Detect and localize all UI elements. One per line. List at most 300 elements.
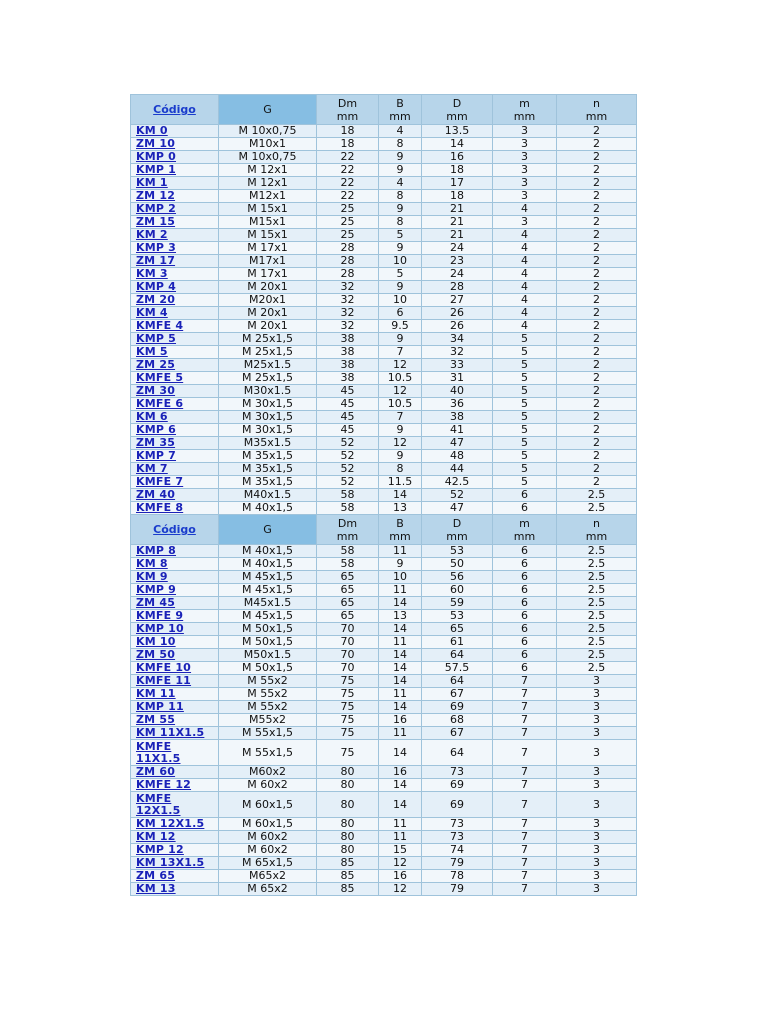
table-row	[131, 779, 637, 792]
table-row	[131, 411, 637, 424]
cell-d: 14	[422, 138, 493, 151]
cell-d: 17	[422, 177, 493, 190]
cell-code	[131, 649, 219, 662]
cell-dm: 52	[317, 437, 379, 450]
product-code-link[interactable]: KMFE 6	[136, 397, 184, 410]
cell-code	[131, 714, 219, 727]
cell-b: 9	[379, 203, 422, 216]
product-code-link[interactable]: KM 8	[136, 557, 168, 570]
cell-code	[131, 558, 219, 571]
cell-thread-g: M 25x1,5	[219, 333, 317, 346]
cell-code	[131, 844, 219, 857]
header-n-unit: mm	[585, 529, 608, 543]
product-code-link[interactable]: ZM 25	[136, 358, 176, 371]
cell-b: 9	[379, 151, 422, 164]
product-code-link[interactable]: ZM 12	[136, 189, 176, 202]
header-d	[422, 95, 493, 125]
cell-b: 12	[379, 437, 422, 450]
table-row	[131, 623, 637, 636]
header-b	[379, 515, 422, 545]
product-code-link[interactable]: ZM 55	[136, 713, 176, 726]
cell-m: 7	[493, 779, 557, 792]
header-b-symbol: B	[396, 96, 404, 110]
cell-thread-g: M 60x2	[219, 779, 317, 792]
cell-n: 2.5	[557, 662, 637, 675]
cell-dm: 65	[317, 584, 379, 597]
header-n-symbol: n	[593, 96, 600, 110]
cell-thread-g: M30x1.5	[219, 385, 317, 398]
cell-b: 14	[379, 489, 422, 502]
cell-n: 2	[557, 177, 637, 190]
cell-n: 3	[557, 688, 637, 701]
cell-code	[131, 463, 219, 476]
cell-n: 2	[557, 463, 637, 476]
cell-m: 6	[493, 584, 557, 597]
cell-dm: 45	[317, 411, 379, 424]
cell-b: 5	[379, 268, 422, 281]
cell-code	[131, 125, 219, 138]
table-row	[131, 571, 637, 584]
cell-n: 2	[557, 294, 637, 307]
header-n	[557, 515, 637, 545]
cell-m: 3	[493, 151, 557, 164]
cell-dm: 80	[317, 792, 379, 818]
table-row	[131, 675, 637, 688]
cell-code	[131, 294, 219, 307]
cell-n: 2.5	[557, 545, 637, 558]
product-code-link[interactable]: KM 13	[136, 882, 176, 895]
cell-d: 64	[422, 649, 493, 662]
cell-b: 11	[379, 727, 422, 740]
cell-b: 12	[379, 359, 422, 372]
table-row	[131, 831, 637, 844]
cell-b: 14	[379, 597, 422, 610]
cell-b: 9	[379, 242, 422, 255]
cell-dm: 25	[317, 203, 379, 216]
header-d	[422, 515, 493, 545]
cell-dm: 65	[317, 610, 379, 623]
product-code-link[interactable]: KM 12	[136, 830, 176, 843]
product-code-link[interactable]: KMFE 7	[136, 475, 184, 488]
cell-dm: 45	[317, 424, 379, 437]
cell-code	[131, 489, 219, 502]
cell-thread-g: M 20x1	[219, 307, 317, 320]
cell-b: 4	[379, 125, 422, 138]
cell-code	[131, 242, 219, 255]
cell-dm: 75	[317, 688, 379, 701]
cell-code	[131, 411, 219, 424]
cell-n: 2	[557, 268, 637, 281]
cell-b: 8	[379, 463, 422, 476]
cell-n: 2.5	[557, 636, 637, 649]
cell-dm: 80	[317, 818, 379, 831]
header-dm	[317, 95, 379, 125]
header-n-symbol: n	[593, 516, 600, 530]
cell-code	[131, 190, 219, 203]
product-code-link[interactable]: KM 4	[136, 306, 168, 319]
cell-dm: 38	[317, 372, 379, 385]
cell-dm: 85	[317, 870, 379, 883]
cell-b: 16	[379, 766, 422, 779]
cell-m: 3	[493, 177, 557, 190]
cell-m: 7	[493, 740, 557, 766]
cell-d: 26	[422, 320, 493, 333]
cell-m: 4	[493, 242, 557, 255]
cell-n: 2	[557, 242, 637, 255]
cell-code	[131, 164, 219, 177]
cell-thread-g: M 40x1,5	[219, 502, 317, 515]
cell-n: 3	[557, 792, 637, 818]
cell-n: 3	[557, 701, 637, 714]
cell-m: 3	[493, 164, 557, 177]
cell-code	[131, 320, 219, 333]
cell-d: 79	[422, 857, 493, 870]
cell-m: 5	[493, 333, 557, 346]
cell-thread-g: M 45x1,5	[219, 571, 317, 584]
product-code-link[interactable]: KMFE 4	[136, 319, 184, 332]
product-code-link[interactable]: KMFE 11	[136, 674, 192, 687]
cell-n: 2	[557, 216, 637, 229]
cell-d: 69	[422, 779, 493, 792]
cell-dm: 22	[317, 190, 379, 203]
product-code-link[interactable]: KM 0	[136, 124, 168, 137]
cell-thread-g: M 12x1	[219, 164, 317, 177]
cell-thread-g: M50x1.5	[219, 649, 317, 662]
cell-code	[131, 675, 219, 688]
cell-thread-g: M 60x2	[219, 831, 317, 844]
cell-b: 11.5	[379, 476, 422, 489]
cell-n: 2	[557, 164, 637, 177]
product-code-link[interactable]: KM 13X1.5	[136, 856, 205, 869]
cell-m: 5	[493, 463, 557, 476]
cell-m: 7	[493, 792, 557, 818]
product-code-link[interactable]: KMP 9	[136, 583, 177, 596]
cell-code	[131, 610, 219, 623]
table-row	[131, 558, 637, 571]
cell-dm: 75	[317, 701, 379, 714]
cell-d: 67	[422, 688, 493, 701]
cell-d: 42.5	[422, 476, 493, 489]
cell-n: 2	[557, 385, 637, 398]
cell-thread-g: M 30x1,5	[219, 424, 317, 437]
cell-code	[131, 359, 219, 372]
cell-d: 18	[422, 190, 493, 203]
cell-n: 2	[557, 346, 637, 359]
table-row	[131, 294, 637, 307]
cell-dm: 32	[317, 320, 379, 333]
cell-code	[131, 268, 219, 281]
cell-d: 69	[422, 701, 493, 714]
table-row	[131, 818, 637, 831]
cell-thread-g: M 17x1	[219, 242, 317, 255]
product-code-link[interactable]: ZM 65	[136, 869, 176, 882]
cell-code	[131, 346, 219, 359]
product-code-link[interactable]: KMP 12	[136, 843, 184, 856]
cell-d: 57.5	[422, 662, 493, 675]
cell-d: 21	[422, 203, 493, 216]
product-code-link[interactable]: KMP 3	[136, 241, 177, 254]
product-code-link[interactable]: KM 5	[136, 345, 168, 358]
cell-code	[131, 584, 219, 597]
cell-b: 14	[379, 740, 422, 766]
product-code-link[interactable]: KM 6	[136, 410, 168, 423]
product-code-link[interactable]: KM 9	[136, 570, 168, 583]
cell-dm: 80	[317, 766, 379, 779]
cell-dm: 65	[317, 597, 379, 610]
product-code-link[interactable]: KMP 5	[136, 332, 177, 345]
cell-b: 9.5	[379, 320, 422, 333]
table-row	[131, 398, 637, 411]
product-code-link[interactable]: KMP 8	[136, 544, 177, 557]
header-m-symbol: m	[519, 516, 530, 530]
header-m	[493, 515, 557, 545]
cell-dm: 32	[317, 294, 379, 307]
cell-b: 14	[379, 623, 422, 636]
product-code-link[interactable]: KMFE 12	[136, 778, 192, 791]
cell-b: 15	[379, 844, 422, 857]
table-row	[131, 424, 637, 437]
product-code-link[interactable]: KMFE 8	[136, 501, 184, 514]
cell-b: 9	[379, 281, 422, 294]
product-code-link[interactable]: KMP 0	[136, 150, 177, 163]
cell-d: 24	[422, 268, 493, 281]
cell-code	[131, 177, 219, 190]
cell-m: 7	[493, 688, 557, 701]
cell-dm: 45	[317, 398, 379, 411]
cell-n: 3	[557, 714, 637, 727]
cell-d: 23	[422, 255, 493, 268]
cell-n: 2	[557, 424, 637, 437]
cell-d: 65	[422, 623, 493, 636]
cell-dm: 75	[317, 675, 379, 688]
cell-b: 11	[379, 584, 422, 597]
table-row	[131, 125, 637, 138]
cell-b: 10.5	[379, 372, 422, 385]
cell-d: 73	[422, 818, 493, 831]
cell-code	[131, 870, 219, 883]
table-row	[131, 727, 637, 740]
table-row	[131, 688, 637, 701]
cell-m: 6	[493, 662, 557, 675]
product-code-link[interactable]: KM 3	[136, 267, 168, 280]
product-code-link[interactable]: ZM 10	[136, 137, 176, 150]
cell-thread-g: M55x2	[219, 714, 317, 727]
product-code-link[interactable]: ZM 17	[136, 254, 176, 267]
cell-thread-g: M 35x1,5	[219, 463, 317, 476]
cell-m: 7	[493, 870, 557, 883]
cell-m: 6	[493, 610, 557, 623]
product-code-link[interactable]: KMP 1	[136, 163, 177, 176]
cell-code	[131, 597, 219, 610]
cell-m: 7	[493, 844, 557, 857]
product-code-link[interactable]: KMP 6	[136, 423, 177, 436]
product-code-link[interactable]: ZM 45	[136, 596, 176, 609]
cell-thread-g: M 65x1,5	[219, 857, 317, 870]
cell-n: 2	[557, 281, 637, 294]
cell-thread-g: M15x1	[219, 216, 317, 229]
header-g: G	[219, 95, 317, 125]
product-code-link[interactable]: KM 2	[136, 228, 168, 241]
product-code-link[interactable]: KMP 4	[136, 280, 177, 293]
table-row	[131, 138, 637, 151]
cell-n: 2	[557, 476, 637, 489]
cell-d: 73	[422, 831, 493, 844]
product-code-link[interactable]: KM 11	[136, 687, 176, 700]
header-n-unit: mm	[585, 109, 608, 123]
product-code-link[interactable]: KMP 2	[136, 202, 177, 215]
cell-code	[131, 437, 219, 450]
cell-n: 2	[557, 203, 637, 216]
header-dm-unit: mm	[336, 109, 359, 123]
cell-b: 12	[379, 857, 422, 870]
cell-d: 13.5	[422, 125, 493, 138]
cell-code	[131, 662, 219, 675]
product-code-link[interactable]: KMFE 5	[136, 371, 184, 384]
cell-dm: 52	[317, 463, 379, 476]
product-code-link[interactable]: KMFE 11X1.5	[136, 739, 181, 765]
cell-thread-g: M 30x1,5	[219, 411, 317, 424]
table-row	[131, 307, 637, 320]
cell-code	[131, 831, 219, 844]
cell-dm: 75	[317, 740, 379, 766]
table-row	[131, 437, 637, 450]
table-row	[131, 844, 637, 857]
spec-table-container	[130, 94, 636, 896]
table-row	[131, 346, 637, 359]
cell-m: 5	[493, 411, 557, 424]
cell-dm: 22	[317, 151, 379, 164]
cell-code	[131, 545, 219, 558]
table-row	[131, 883, 637, 896]
table-row	[131, 610, 637, 623]
cell-thread-g: M 55x2	[219, 688, 317, 701]
product-code-link[interactable]: ZM 30	[136, 384, 176, 397]
cell-thread-g: M25x1.5	[219, 359, 317, 372]
cell-dm: 80	[317, 779, 379, 792]
cell-code	[131, 883, 219, 896]
product-code-link[interactable]: ZM 15	[136, 215, 176, 228]
cell-d: 67	[422, 727, 493, 740]
cell-n: 2	[557, 125, 637, 138]
cell-code	[131, 372, 219, 385]
cell-code	[131, 502, 219, 515]
cell-m: 4	[493, 307, 557, 320]
cell-n: 2	[557, 398, 637, 411]
cell-thread-g: M40x1.5	[219, 489, 317, 502]
header-code[interactable]: Código	[131, 95, 219, 125]
cell-thread-g: M65x2	[219, 870, 317, 883]
cell-thread-g: M 60x2	[219, 844, 317, 857]
table-row	[131, 489, 637, 502]
cell-n: 3	[557, 831, 637, 844]
cell-code	[131, 701, 219, 714]
product-code-link[interactable]: KM 12X1.5	[136, 817, 205, 830]
product-code-link[interactable]: KMP 10	[136, 622, 184, 635]
cell-d: 64	[422, 675, 493, 688]
cell-m: 7	[493, 831, 557, 844]
product-code-link[interactable]: KMP 11	[136, 700, 184, 713]
header-m-unit: mm	[513, 529, 536, 543]
header-dm-unit: mm	[336, 529, 359, 543]
cell-n: 2.5	[557, 649, 637, 662]
cell-d: 73	[422, 766, 493, 779]
product-code-link[interactable]: ZM 20	[136, 293, 176, 306]
cell-b: 11	[379, 688, 422, 701]
cell-n: 2.5	[557, 489, 637, 502]
product-code-link[interactable]: KM 10	[136, 635, 176, 648]
product-code-link[interactable]: KM 1	[136, 176, 168, 189]
header-code[interactable]: Código	[131, 515, 219, 545]
table-row	[131, 584, 637, 597]
cell-dm: 18	[317, 125, 379, 138]
cell-m: 5	[493, 385, 557, 398]
cell-dm: 58	[317, 558, 379, 571]
cell-b: 10	[379, 294, 422, 307]
cell-thread-g: M20x1	[219, 294, 317, 307]
product-code-link[interactable]: ZM 35	[136, 436, 176, 449]
product-code-link[interactable]: KMFE 9	[136, 609, 184, 622]
product-code-link[interactable]: KMFE 12X1.5	[136, 791, 181, 817]
cell-n: 2	[557, 359, 637, 372]
cell-b: 9	[379, 424, 422, 437]
cell-b: 9	[379, 164, 422, 177]
cell-thread-g: M35x1.5	[219, 437, 317, 450]
cell-dm: 25	[317, 216, 379, 229]
cell-code	[131, 424, 219, 437]
cell-n: 2	[557, 333, 637, 346]
cell-dm: 25	[317, 229, 379, 242]
table-row	[131, 463, 637, 476]
table-row	[131, 792, 637, 818]
cell-n: 2.5	[557, 571, 637, 584]
product-code-link[interactable]: ZM 40	[136, 488, 176, 501]
cell-dm: 22	[317, 164, 379, 177]
product-code-link[interactable]: KMP 7	[136, 449, 177, 462]
cell-m: 5	[493, 346, 557, 359]
cell-m: 4	[493, 294, 557, 307]
product-code-link[interactable]: KM 7	[136, 462, 168, 475]
product-code-link[interactable]: ZM 60	[136, 765, 176, 778]
table-row	[131, 385, 637, 398]
cell-code	[131, 450, 219, 463]
cell-n: 2	[557, 320, 637, 333]
table-row	[131, 190, 637, 203]
table-row	[131, 636, 637, 649]
cell-dm: 32	[317, 281, 379, 294]
product-code-link[interactable]: KM 11X1.5	[136, 726, 205, 739]
cell-dm: 58	[317, 502, 379, 515]
cell-thread-g: M 55x2	[219, 675, 317, 688]
product-code-link[interactable]: ZM 50	[136, 648, 176, 661]
cell-thread-g: M10x1	[219, 138, 317, 151]
cell-n: 2	[557, 138, 637, 151]
cell-dm: 38	[317, 359, 379, 372]
cell-dm: 32	[317, 307, 379, 320]
table-row	[131, 662, 637, 675]
cell-dm: 80	[317, 831, 379, 844]
cell-code	[131, 766, 219, 779]
header-d-symbol: D	[452, 516, 462, 530]
cell-d: 16	[422, 151, 493, 164]
header-b-unit: mm	[389, 529, 411, 543]
cell-b: 7	[379, 411, 422, 424]
cell-b: 11	[379, 818, 422, 831]
cell-n: 2	[557, 307, 637, 320]
cell-m: 7	[493, 857, 557, 870]
cell-code	[131, 476, 219, 489]
product-code-link[interactable]: KMFE 10	[136, 661, 192, 674]
cell-b: 8	[379, 138, 422, 151]
